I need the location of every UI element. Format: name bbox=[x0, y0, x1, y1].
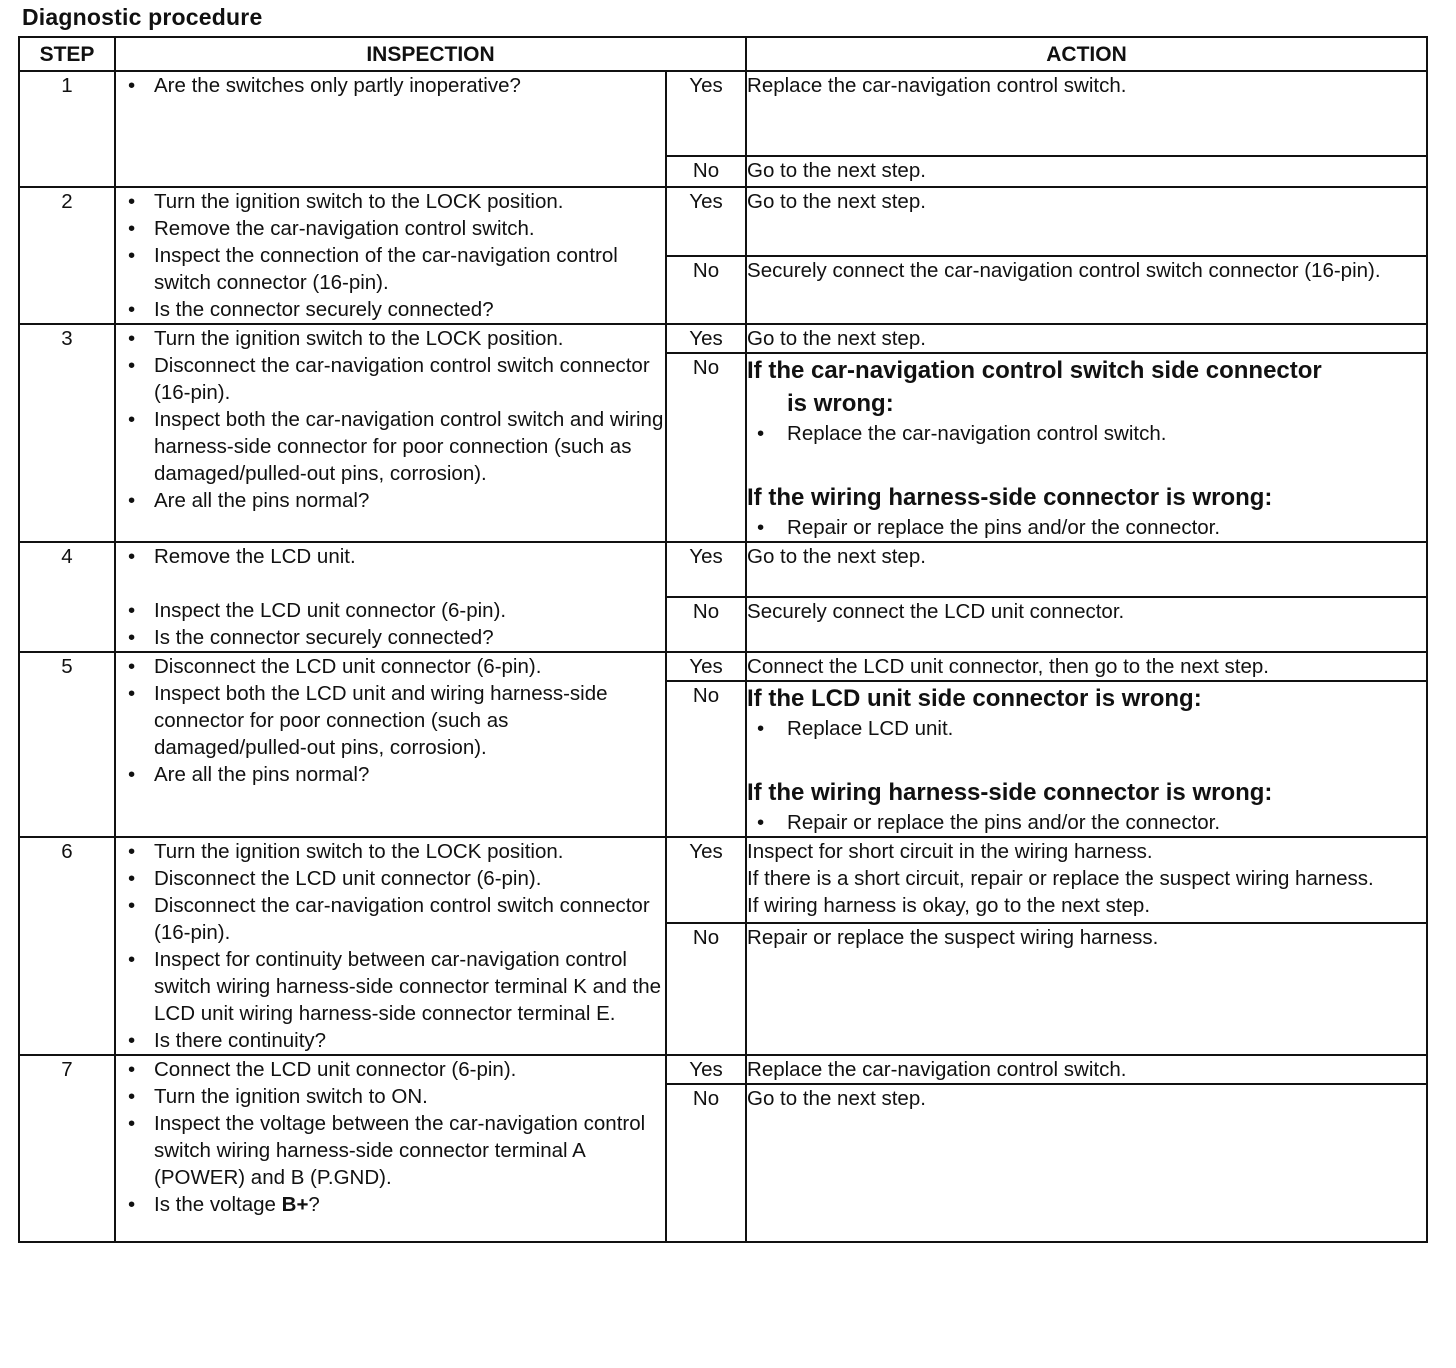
inspection-item: • Is the connector securely connected? bbox=[116, 624, 665, 651]
no-action bbox=[746, 353, 1427, 542]
inspection-item: • Inspect the connection of the car-navigation control switch connector (16-pin). bbox=[116, 242, 665, 296]
inspection-item: • Inspect the LCD unit connector (6-pin). bbox=[116, 597, 665, 624]
table-row bbox=[19, 837, 1427, 923]
header-step: STEP bbox=[19, 37, 115, 71]
no-label: No bbox=[666, 681, 746, 837]
inspection-item: • Disconnect the car-navigation control switch connector (16-pin). bbox=[116, 892, 665, 946]
inspection-item: • Connect the LCD unit connector (6-pin). bbox=[116, 1056, 665, 1083]
yes-label: Yes bbox=[666, 542, 746, 597]
action-line: If there is a short circuit, repair or replace the suspect wiring harness. bbox=[747, 867, 1374, 890]
inspection-item: • Turn the ignition switch to the LOCK position. bbox=[116, 188, 665, 215]
inspection-cell bbox=[115, 187, 666, 324]
yes-action: Go to the next step. bbox=[746, 187, 1427, 256]
no-label: No bbox=[666, 353, 746, 542]
table-row bbox=[19, 71, 1427, 156]
inspection-item: • Turn the ignition switch to the LOCK position. bbox=[116, 838, 665, 865]
no-action: Repair or replace the suspect wiring harness. bbox=[746, 923, 1427, 1055]
yes-label: Yes bbox=[666, 71, 746, 156]
table-row bbox=[19, 187, 1427, 256]
inspection-item: • Inspect both the car-navigation control switch and wiring harness-side connector for poor connection (such as damaged/pulled-out pins, corrosion). bbox=[116, 406, 665, 487]
step-number: 1 bbox=[19, 71, 115, 187]
yes-action: Connect the LCD unit connector, then go to the next step. bbox=[746, 652, 1427, 681]
step-number: 3 bbox=[19, 324, 115, 542]
yes-label: Yes bbox=[666, 837, 746, 923]
inspection-cell bbox=[115, 837, 666, 1055]
inspection-item: • Disconnect the LCD unit connector (6-pin). bbox=[116, 653, 665, 680]
table-row bbox=[19, 542, 1427, 597]
yes-label: Yes bbox=[666, 187, 746, 256]
no-action bbox=[746, 681, 1427, 837]
yes-action: Go to the next step. bbox=[746, 324, 1427, 353]
yes-action bbox=[746, 837, 1427, 923]
yes-label: Yes bbox=[666, 1055, 746, 1084]
step-number: 2 bbox=[19, 187, 115, 324]
inspection-item: • Inspect the voltage between the car-navigation control switch wiring harness-side connector terminal A (POWER) and B (P.GND). bbox=[116, 1110, 665, 1191]
action-item: • Replace LCD unit. bbox=[747, 715, 1426, 742]
no-action: Go to the next step. bbox=[746, 1084, 1427, 1242]
step-number: 5 bbox=[19, 652, 115, 837]
step-number: 7 bbox=[19, 1055, 115, 1242]
condition-heading: If the LCD unit side connector is wrong: bbox=[747, 685, 1202, 712]
no-label: No bbox=[666, 597, 746, 652]
inspection-cell bbox=[115, 652, 666, 837]
inspection-cell bbox=[115, 542, 666, 652]
inspection-item: • Turn the ignition switch to ON. bbox=[116, 1083, 665, 1110]
no-label: No bbox=[666, 923, 746, 1055]
inspection-item: • Is the voltage B+? bbox=[116, 1191, 665, 1218]
no-label: No bbox=[666, 256, 746, 325]
page-title: Diagnostic procedure bbox=[22, 4, 263, 30]
no-label: No bbox=[666, 156, 746, 187]
table-row bbox=[19, 652, 1427, 681]
inspection-item: • Are all the pins normal? bbox=[116, 761, 665, 788]
action-item: • Repair or replace the pins and/or the connector. bbox=[747, 809, 1426, 836]
no-label: No bbox=[666, 1084, 746, 1242]
action-item: • Repair or replace the pins and/or the connector. bbox=[747, 514, 1426, 541]
inspection-cell bbox=[115, 1055, 666, 1242]
step-number: 6 bbox=[19, 837, 115, 1055]
diagnostic-table bbox=[18, 36, 1428, 1243]
action-line: Inspect for short circuit in the wiring harness. bbox=[747, 840, 1153, 863]
table-row bbox=[19, 324, 1427, 353]
no-action: Securely connect the car-navigation control switch connector (16-pin). bbox=[746, 256, 1427, 325]
inspection-item: • Disconnect the LCD unit connector (6-pin). bbox=[116, 865, 665, 892]
step-number: 4 bbox=[19, 542, 115, 652]
inspection-item: • Remove the car-navigation control switch. bbox=[116, 215, 665, 242]
inspection-item: • Inspect both the LCD unit and wiring harness-side connector for poor connection (such as damaged/pulled-out pins, corrosion). bbox=[116, 680, 665, 761]
action-line: If wiring harness is okay, go to the next step. bbox=[747, 894, 1151, 917]
voltage-value: B+ bbox=[281, 1193, 309, 1216]
inspection-cell bbox=[115, 71, 666, 187]
inspection-item: • Is the connector securely connected? bbox=[116, 296, 665, 323]
yes-action: Replace the car-navigation control switch. bbox=[746, 71, 1427, 156]
inspection-cell bbox=[115, 324, 666, 542]
inspection-item: • Disconnect the car-navigation control switch connector (16-pin). bbox=[116, 352, 665, 406]
no-action: Go to the next step. bbox=[746, 156, 1427, 187]
inspection-item: • Is there continuity? bbox=[116, 1027, 665, 1054]
table-row bbox=[19, 1055, 1427, 1084]
no-action: Securely connect the LCD unit connector. bbox=[746, 597, 1427, 652]
condition-heading: If the wiring harness-side connector is wrong: bbox=[747, 779, 1273, 806]
condition-heading: If the wiring harness-side connector is wrong: bbox=[747, 484, 1273, 511]
action-item: • Replace the car-navigation control switch. bbox=[747, 420, 1426, 447]
yes-action: Replace the car-navigation control switch. bbox=[746, 1055, 1427, 1084]
header-row bbox=[19, 37, 1427, 71]
header-inspection: INSPECTION bbox=[115, 37, 746, 71]
yes-label: Yes bbox=[666, 324, 746, 353]
condition-heading: If the car-navigation control switch side connector is wrong: bbox=[747, 357, 1322, 417]
inspection-item: • Are the switches only partly inoperative? bbox=[116, 72, 665, 99]
header-action: ACTION bbox=[746, 37, 1427, 71]
inspection-item: • Inspect for continuity between car-navigation control switch wiring harness-side connector terminal K and the LCD unit wiring harness-side connector terminal E. bbox=[116, 946, 665, 1027]
inspection-item: • Turn the ignition switch to the LOCK position. bbox=[116, 325, 665, 352]
inspection-item: • Remove the LCD unit. bbox=[116, 543, 665, 570]
yes-label: Yes bbox=[666, 652, 746, 681]
inspection-item: • Are all the pins normal? bbox=[116, 487, 665, 514]
yes-action: Go to the next step. bbox=[746, 542, 1427, 597]
